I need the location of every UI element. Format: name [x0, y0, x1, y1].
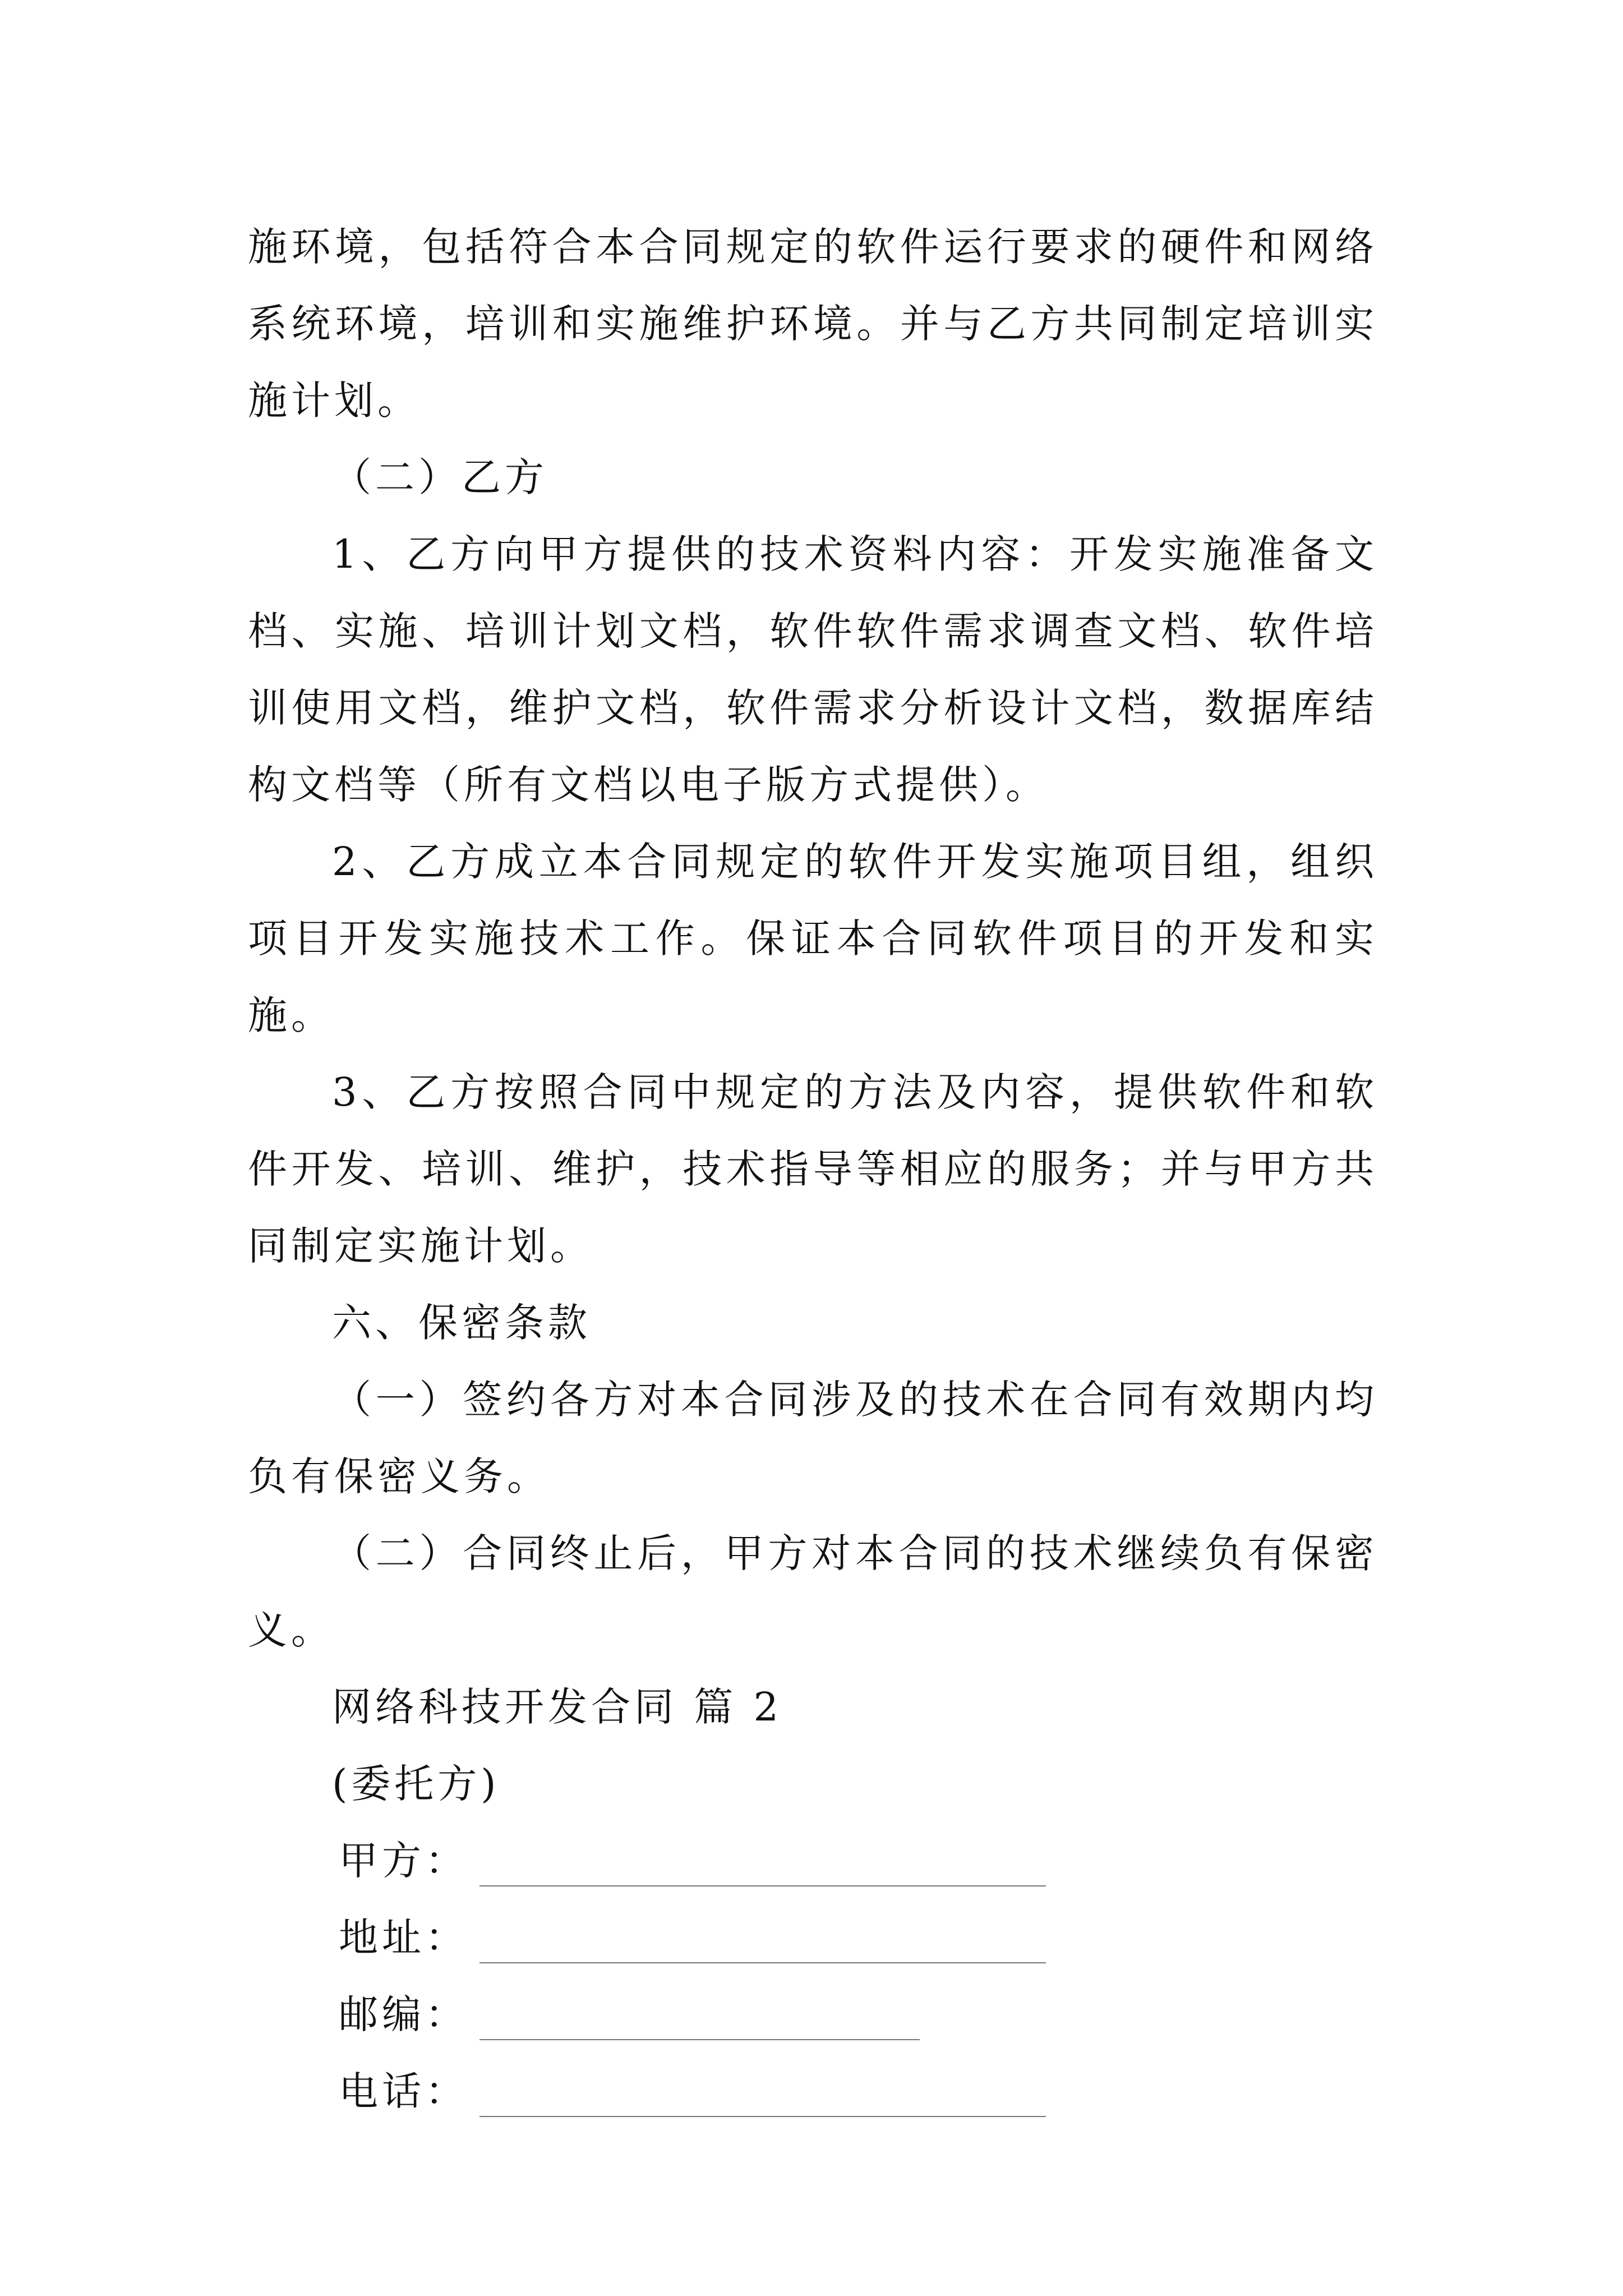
field-address — [248, 1899, 1378, 1976]
field-phone — [248, 2053, 1378, 2130]
paragraph: 1、乙方向甲方提供的技术资料内容：开发实施准备文档、实施、培训计划文档，软件软件需求调查文档、软件培训使用文档，维护文档，软件需求分析设计文档，数据库结构文档等（所有文档以电子版方式提供）。 — [248, 531, 1378, 808]
paragraph: 2、乙方成立本合同规定的软件开发实施项目组，组织项目开发实施技术工作。保证本合同软件项目的开发和实施。 — [248, 839, 1378, 1038]
field-label: 电话： — [339, 2068, 468, 2114]
fill-in-line[interactable] — [479, 1929, 1046, 1963]
fill-in-line[interactable] — [479, 2082, 1046, 2117]
field-label: 甲方： — [339, 1838, 468, 1884]
section-heading: 六、保密条款 — [332, 1300, 591, 1346]
section-heading: （二）乙方 — [332, 454, 548, 500]
paragraph: （二）合同终止后，甲方对本合同的技术继续负有保密义。 — [248, 1530, 1378, 1653]
paragraph: 施环境，包括符合本合同规定的软件运行要求的硬件和网络系统环境，培训和实施维护环境。并与乙方共同制定培训实施计划。 — [248, 224, 1378, 424]
fill-in-line[interactable] — [479, 2005, 920, 2040]
paragraph: （一）签约各方对本合同涉及的技术在合同有效期内均负有保密义务。 — [248, 1377, 1378, 1499]
field-party-a — [248, 1823, 1378, 1899]
document-title: 网络科技开发合同 篇 2 — [332, 1684, 783, 1730]
fill-in-line[interactable] — [479, 1852, 1046, 1887]
party-role: (委托方) — [332, 1761, 500, 1807]
paragraph: 3、乙方按照合同中规定的方法及内容，提供软件和软件开发、培训、维护，技术指导等相应的服务；并与甲方共同制定实施计划。 — [248, 1069, 1378, 1269]
field-postcode — [248, 1976, 1378, 2053]
field-label: 邮编： — [339, 1991, 468, 2037]
document-body — [248, 209, 1378, 2130]
field-label: 地址： — [339, 1915, 468, 1961]
